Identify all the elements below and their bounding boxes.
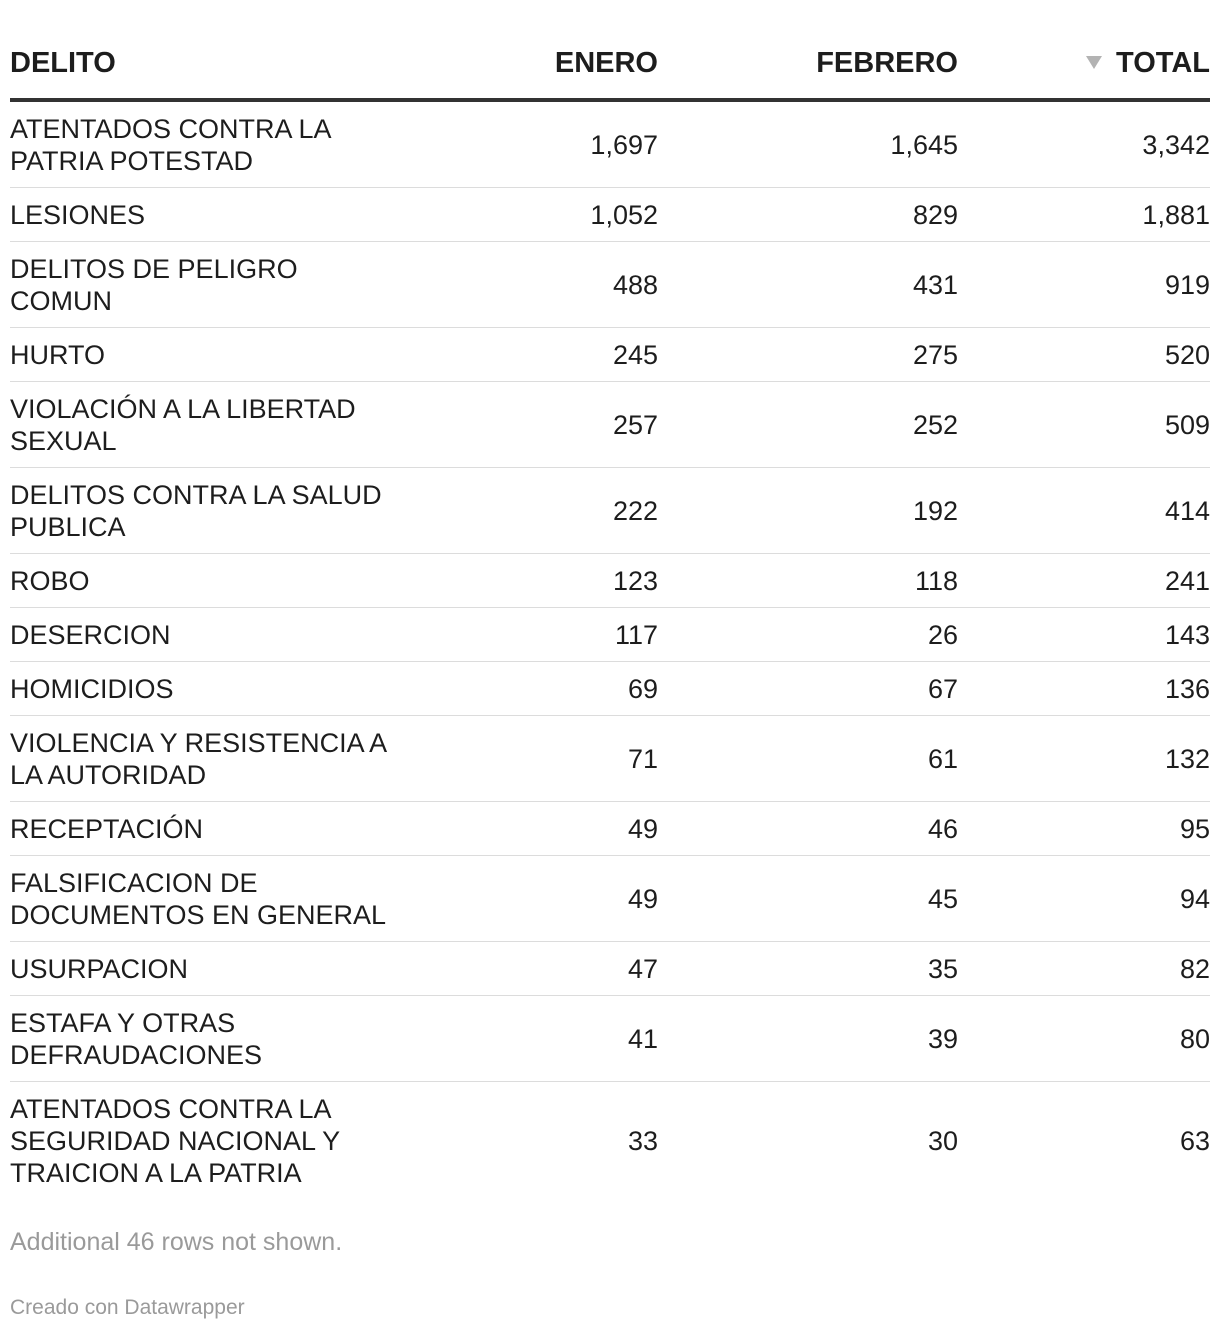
table-cell-enero: 49 <box>410 856 658 942</box>
table-cell-enero: 1,052 <box>410 188 658 242</box>
column-header-total[interactable] <box>958 40 1210 100</box>
table-cell-delito: DELITOS CONTRA LA SALUD PUBLICA <box>10 468 410 554</box>
table-row <box>10 1082 1210 1200</box>
table-cell-febrero: 39 <box>658 996 958 1082</box>
table-row <box>10 328 1210 382</box>
table-cell-total: 63 <box>1179 1126 1210 1156</box>
table-cell-febrero: 67 <box>658 662 958 716</box>
table-cell-total: 143 <box>958 608 1210 662</box>
table-row <box>10 100 1210 188</box>
table-cell-enero: 257 <box>410 382 658 468</box>
table-cell-enero: 123 <box>410 554 658 608</box>
table-cell-total: 509 <box>958 382 1210 468</box>
table-row <box>10 996 1210 1082</box>
table-cell-delito: FALSIFICACION DE DOCUMENTOS EN GENERAL <box>10 856 410 942</box>
table-cell-total: 94 <box>958 856 1210 942</box>
table-cell-febrero: 829 <box>658 188 958 242</box>
table-cell-delito: HURTO <box>10 328 410 382</box>
table-cell-total: 3,342 <box>958 100 1210 188</box>
table-cell-total: 132 <box>958 716 1210 802</box>
table-cell-total: 95 <box>958 802 1210 856</box>
table-header <box>10 40 1210 100</box>
table-cell-enero: 71 <box>410 716 658 802</box>
table-row <box>10 802 1210 856</box>
table-body <box>10 100 1210 1199</box>
table-cell-febrero: 118 <box>658 554 958 608</box>
table-cell-total: 919 <box>958 242 1210 328</box>
table-chart <box>10 0 1210 1321</box>
table-cell-total: 414 <box>958 468 1210 554</box>
table-cell-delito: ATENTADOS CONTRA LA SEGURIDAD NACIONAL Y TRAICION A LA PATRIA <box>10 1094 340 1188</box>
table-cell-total: 520 <box>958 328 1210 382</box>
table-cell-enero: 222 <box>410 468 658 554</box>
table-cell-enero: 47 <box>410 942 658 996</box>
table-row <box>10 942 1210 996</box>
table-cell-total: 241 <box>958 554 1210 608</box>
table-row <box>10 662 1210 716</box>
column-header-delito[interactable]: DELITO <box>10 40 410 100</box>
table-cell-febrero: 192 <box>658 468 958 554</box>
table-cell-total: 136 <box>958 662 1210 716</box>
column-header-enero[interactable]: ENERO <box>410 40 658 100</box>
table-cell-delito: HOMICIDIOS <box>10 662 410 716</box>
table-cell-febrero: 61 <box>658 716 958 802</box>
table-cell-enero: 49 <box>410 802 658 856</box>
table-row <box>10 188 1210 242</box>
table-cell-delito: ESTAFA Y OTRAS DEFRAUDACIONES <box>10 996 410 1082</box>
data-table <box>10 40 1210 1199</box>
table-notes: Additional 46 rows not shown. <box>10 1228 343 1256</box>
table-cell-enero: 1,697 <box>410 100 658 188</box>
table-cell-febrero: 46 <box>658 802 958 856</box>
table-cell-febrero: 252 <box>658 382 958 468</box>
table-row <box>10 716 1210 802</box>
table-cell-febrero: 30 <box>927 1126 958 1156</box>
table-cell-enero: 41 <box>410 996 658 1082</box>
table-cell-enero: 245 <box>410 328 658 382</box>
table-cell-febrero: 1,645 <box>658 100 958 188</box>
table-cell-enero: 488 <box>410 242 658 328</box>
column-header-total-label: TOTAL <box>1116 47 1210 79</box>
table-cell-delito: ROBO <box>10 554 410 608</box>
table-row <box>10 608 1210 662</box>
table-row <box>10 382 1210 468</box>
column-header-febrero[interactable]: FEBRERO <box>658 40 958 100</box>
table-cell-total: 82 <box>958 942 1210 996</box>
table-row <box>10 554 1210 608</box>
table-cell-febrero: 275 <box>658 328 958 382</box>
footer-credit: Creado con Datawrapper <box>10 1296 245 1319</box>
table-cell-enero: 69 <box>410 662 658 716</box>
sort-descending-icon <box>1086 56 1102 69</box>
table-cell-enero: 117 <box>410 608 658 662</box>
table-row <box>10 468 1210 554</box>
table-row <box>10 242 1210 328</box>
table-cell-delito: USURPACION <box>10 942 410 996</box>
table-cell-delito: LESIONES <box>10 188 410 242</box>
table-cell-delito: VIOLENCIA Y RESISTENCIA A LA AUTORIDAD <box>10 716 410 802</box>
table-cell-delito: VIOLACIÓN A LA LIBERTAD SEXUAL <box>10 382 410 468</box>
table-cell-febrero: 45 <box>658 856 958 942</box>
table-cell-total: 1,881 <box>958 188 1210 242</box>
table-cell-febrero: 26 <box>658 608 958 662</box>
table-cell-total: 80 <box>958 996 1210 1082</box>
table-row <box>10 856 1210 942</box>
table-cell-delito: DELITOS DE PELIGRO COMUN <box>10 242 410 328</box>
table-cell-delito: DESERCION <box>10 608 410 662</box>
header-row <box>10 40 1210 100</box>
table-cell-delito: RECEPTACIÓN <box>10 802 410 856</box>
table-cell-febrero: 431 <box>658 242 958 328</box>
table-cell-febrero: 35 <box>658 942 958 996</box>
table-cell-enero: 33 <box>627 1126 658 1156</box>
table-cell-delito: ATENTADOS CONTRA LA PATRIA POTESTAD <box>10 100 410 188</box>
